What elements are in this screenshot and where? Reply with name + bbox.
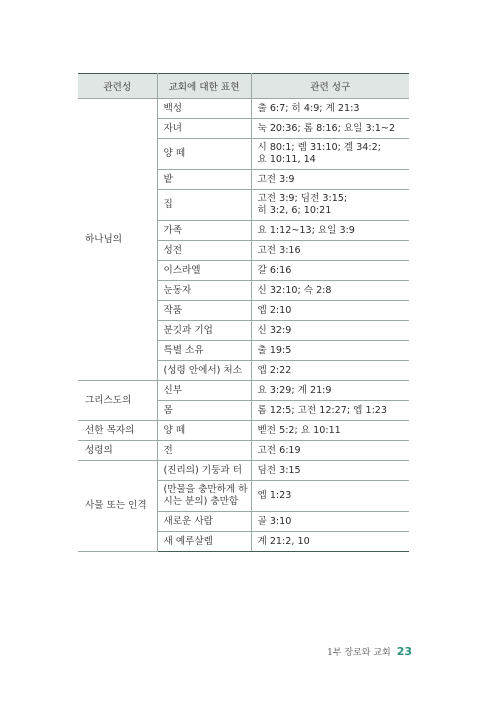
expression-cell: 양 떼 <box>157 139 251 170</box>
header-expression: 교회에 대한 표현 <box>157 74 251 99</box>
table-row <box>78 421 409 441</box>
table-body <box>78 99 409 552</box>
expression-cell: 신부 <box>157 381 251 401</box>
reference-cell: 눅 20:36; 롬 8:16; 요일 3:1~2 <box>251 119 409 139</box>
reference-cell: 엡 2:22 <box>251 361 409 381</box>
expression-cell: 새 예루살렘 <box>157 532 251 552</box>
expression-cell: 전 <box>157 441 251 461</box>
reference-cell: 고전 3:9; 딤전 3:15; 히 3:2, 6; 10:21 <box>251 190 409 221</box>
reference-cell: 롬 12:5; 고전 12:27; 엡 1:23 <box>251 401 409 421</box>
expression-cell: 작품 <box>157 301 251 321</box>
relation-cell: 그리스도의 <box>78 381 157 421</box>
table-header-row <box>78 74 409 99</box>
reference-cell: 계 21:2, 10 <box>251 532 409 552</box>
expression-cell: 몸 <box>157 401 251 421</box>
expression-cell: 양 떼 <box>157 421 251 441</box>
page-footer <box>327 645 412 658</box>
header-references: 관련 성구 <box>251 74 409 99</box>
expression-cell: 새로운 사람 <box>157 512 251 532</box>
reference-cell: 고전 3:16 <box>251 241 409 261</box>
expression-cell: (진리의) 기둥과 터 <box>157 461 251 481</box>
expression-cell: 집 <box>157 190 251 221</box>
reference-cell: 갈 6:16 <box>251 261 409 281</box>
table-row <box>78 99 409 119</box>
relation-cell: 선한 목자의 <box>78 421 157 441</box>
reference-cell: 고전 3:9 <box>251 170 409 190</box>
header-relation: 관련성 <box>78 74 157 99</box>
expression-cell: 이스라엘 <box>157 261 251 281</box>
reference-cell: 요 1:12~13; 요일 3:9 <box>251 221 409 241</box>
relation-cell: 성령의 <box>78 441 157 461</box>
table-row <box>78 461 409 481</box>
reference-cell: 벧전 5:2; 요 10:11 <box>251 421 409 441</box>
expression-cell: 눈동자 <box>157 281 251 301</box>
expression-cell: 가족 <box>157 221 251 241</box>
reference-cell: 신 32:9 <box>251 321 409 341</box>
reference-cell: 엡 1:23 <box>251 481 409 512</box>
expression-cell: 특별 소유 <box>157 341 251 361</box>
page-number: 23 <box>396 645 412 658</box>
footer-section-title: 1부 장로와 교회 <box>327 648 391 658</box>
table-row <box>78 381 409 401</box>
reference-cell: 출 6:7; 히 4:9; 계 21:3 <box>251 99 409 119</box>
expression-cell: 백성 <box>157 99 251 119</box>
reference-cell: 딤전 3:15 <box>251 461 409 481</box>
expression-cell: 성전 <box>157 241 251 261</box>
reference-cell: 신 32:10; 슥 2:8 <box>251 281 409 301</box>
reference-cell: 고전 6:19 <box>251 441 409 461</box>
reference-cell: 출 19:5 <box>251 341 409 361</box>
expression-cell: 분깃과 기업 <box>157 321 251 341</box>
expression-cell: (만물을 충만하게 하 시는 분의) 충만함 <box>157 481 251 512</box>
reference-cell: 시 80:1; 렘 31:10; 겔 34:2; 요 10:11, 14 <box>251 139 409 170</box>
reference-cell: 엡 2:10 <box>251 301 409 321</box>
table-row <box>78 441 409 461</box>
church-expressions-table <box>78 73 409 552</box>
relation-cell: 사물 또는 인격 <box>78 461 157 552</box>
relation-cell: 하나님의 <box>78 99 157 381</box>
expression-cell: 자녀 <box>157 119 251 139</box>
reference-cell: 요 3:29; 계 21:9 <box>251 381 409 401</box>
expression-cell: 밭 <box>157 170 251 190</box>
reference-cell: 골 3:10 <box>251 512 409 532</box>
expression-cell: (성령 안에서) 처소 <box>157 361 251 381</box>
